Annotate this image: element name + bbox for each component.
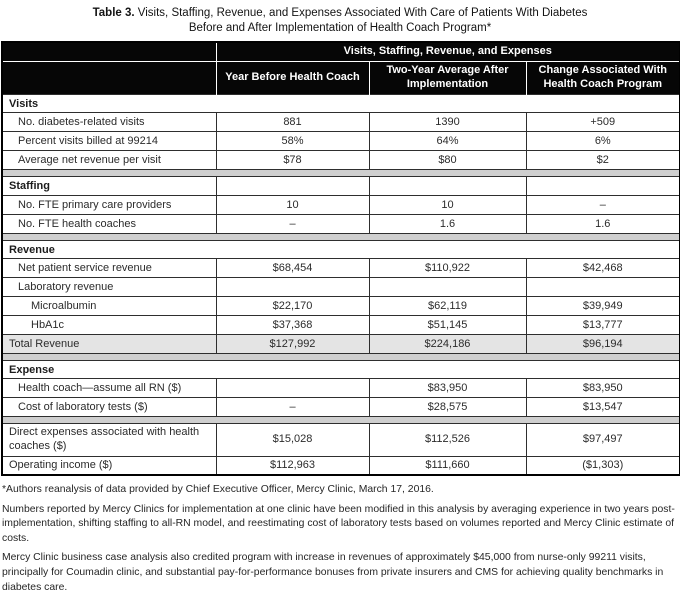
column-header-year-before: Year Before Health Coach	[216, 62, 369, 95]
value-cell: 64%	[369, 132, 526, 151]
table-row	[2, 278, 680, 297]
empty-cell	[526, 177, 680, 196]
header-corner-cell	[2, 62, 216, 95]
header-corner-cell	[2, 42, 216, 61]
section-header-row	[2, 361, 680, 379]
row-label: Total Revenue	[2, 335, 216, 354]
row-label: Health coach—assume all RN ($)	[2, 379, 216, 398]
value-cell: $62,119	[369, 297, 526, 316]
value-cell: $97,497	[526, 424, 680, 457]
table-row	[2, 196, 680, 215]
table-row	[2, 113, 680, 132]
visits-staffing-revenue-expenses-table	[1, 41, 680, 476]
span-header-row	[2, 42, 680, 61]
value-cell	[369, 278, 526, 297]
table-row	[2, 215, 680, 234]
footnote: *Authors reanalysis of data provided by Chief Executive Officer, Mercy Clinic, March 17, 2016.	[2, 484, 434, 496]
table-row	[2, 424, 680, 457]
value-cell: $37,368	[216, 316, 369, 335]
value-cell: $28,575	[369, 398, 526, 417]
value-cell: 10	[216, 196, 369, 215]
value-cell: $112,963	[216, 456, 369, 475]
table-row	[2, 456, 680, 475]
value-cell: –	[216, 215, 369, 234]
section-header-row	[2, 241, 680, 259]
value-cell: $51,145	[369, 316, 526, 335]
section-header-label: Revenue	[2, 241, 680, 259]
separator-row	[2, 417, 680, 424]
value-cell: $96,194	[526, 335, 680, 354]
value-cell: 1.6	[369, 215, 526, 234]
value-cell: 58%	[216, 132, 369, 151]
value-cell: 1390	[369, 113, 526, 132]
value-cell: –	[526, 196, 680, 215]
table-row	[2, 398, 680, 417]
table-row	[2, 132, 680, 151]
row-label: Average net revenue per visit	[2, 151, 216, 170]
footnotes	[1, 476, 679, 595]
table-row	[2, 297, 680, 316]
separator-band	[2, 234, 680, 241]
table-header	[2, 42, 680, 94]
value-cell: –	[216, 398, 369, 417]
value-cell: $80	[369, 151, 526, 170]
row-label: Cost of laboratory tests ($)	[2, 398, 216, 417]
row-label: Microalbumin	[2, 297, 216, 316]
value-cell: $112,526	[369, 424, 526, 457]
empty-cell	[369, 177, 526, 196]
table-row	[2, 316, 680, 335]
table-row	[2, 379, 680, 398]
value-cell: $39,949	[526, 297, 680, 316]
separator-row	[2, 354, 680, 361]
separator-band	[2, 417, 680, 424]
value-cell	[526, 278, 680, 297]
value-cell: $127,992	[216, 335, 369, 354]
value-cell: $15,028	[216, 424, 369, 457]
separator-row	[2, 170, 680, 177]
value-cell: $42,468	[526, 259, 680, 278]
column-header-change: Change Associated With Health Coach Program	[526, 62, 680, 95]
value-cell: $22,170	[216, 297, 369, 316]
row-label: Percent visits billed at 99214	[2, 132, 216, 151]
table-row	[2, 259, 680, 278]
column-header-two-year-average: Two-Year Average After Implementation	[369, 62, 526, 95]
row-label: Direct expenses associated with health coaches ($)	[2, 424, 216, 457]
table-number-label: Table 3.	[92, 7, 135, 19]
total-row	[2, 335, 680, 354]
table-title-line2: Before and After Implementation of Health Coach Program*	[188, 21, 492, 34]
section-header-row	[2, 95, 680, 113]
value-cell	[216, 278, 369, 297]
value-cell: +509	[526, 113, 680, 132]
value-cell: $13,777	[526, 316, 680, 335]
row-label: Operating income ($)	[2, 456, 216, 475]
span-header-cell: Visits, Staffing, Revenue, and Expenses	[216, 42, 680, 61]
value-cell: 6%	[526, 132, 680, 151]
footnote: Mercy Clinic business case analysis also credited program with increase in revenues of approximately $45,000 from nurse-only 99211 visits, principally for Coumadin clinic, and substantial pay-for-performance bonuses from private insurers and CMS for achieving quality benchmarks in diabetes care.	[2, 552, 664, 593]
table-row	[2, 151, 680, 170]
empty-cell	[216, 177, 369, 196]
table-title	[11, 6, 669, 35]
value-cell	[216, 379, 369, 398]
value-cell: $83,950	[526, 379, 680, 398]
table-title-line1: Visits, Staffing, Revenue, and Expenses Associated With Care of Patients With Diabetes	[137, 7, 588, 19]
row-label: Net patient service revenue	[2, 259, 216, 278]
row-label: No. FTE primary care providers	[2, 196, 216, 215]
value-cell: ($1,303)	[526, 456, 680, 475]
value-cell: 881	[216, 113, 369, 132]
row-label: No. FTE health coaches	[2, 215, 216, 234]
value-cell: $68,454	[216, 259, 369, 278]
value-cell: $224,186	[369, 335, 526, 354]
row-label: No. diabetes-related visits	[2, 113, 216, 132]
value-cell: $111,660	[369, 456, 526, 475]
separator-band	[2, 170, 680, 177]
section-header-label: Visits	[2, 95, 680, 113]
value-cell: $13,547	[526, 398, 680, 417]
section-header-label: Expense	[2, 361, 680, 379]
section-header-label: Staffing	[2, 177, 216, 196]
value-cell: $78	[216, 151, 369, 170]
separator-band	[2, 354, 680, 361]
column-header-row	[2, 62, 680, 95]
value-cell: $2	[526, 151, 680, 170]
separator-row	[2, 234, 680, 241]
value-cell: 10	[369, 196, 526, 215]
value-cell: $83,950	[369, 379, 526, 398]
row-label: HbA1c	[2, 316, 216, 335]
footnote: Numbers reported by Mercy Clinics for implementation at one clinic have been modified in this analysis by averaging experience in two years post-implementation, shifting staffing to all-RN model, and reestimating cost of laboratory tests based on volumes reported and Mercy Clinic estimate of costs.	[2, 503, 675, 544]
section-header-row	[2, 177, 680, 196]
row-label: Laboratory revenue	[2, 278, 216, 297]
value-cell: $110,922	[369, 259, 526, 278]
value-cell: 1.6	[526, 215, 680, 234]
table-body	[2, 95, 680, 476]
